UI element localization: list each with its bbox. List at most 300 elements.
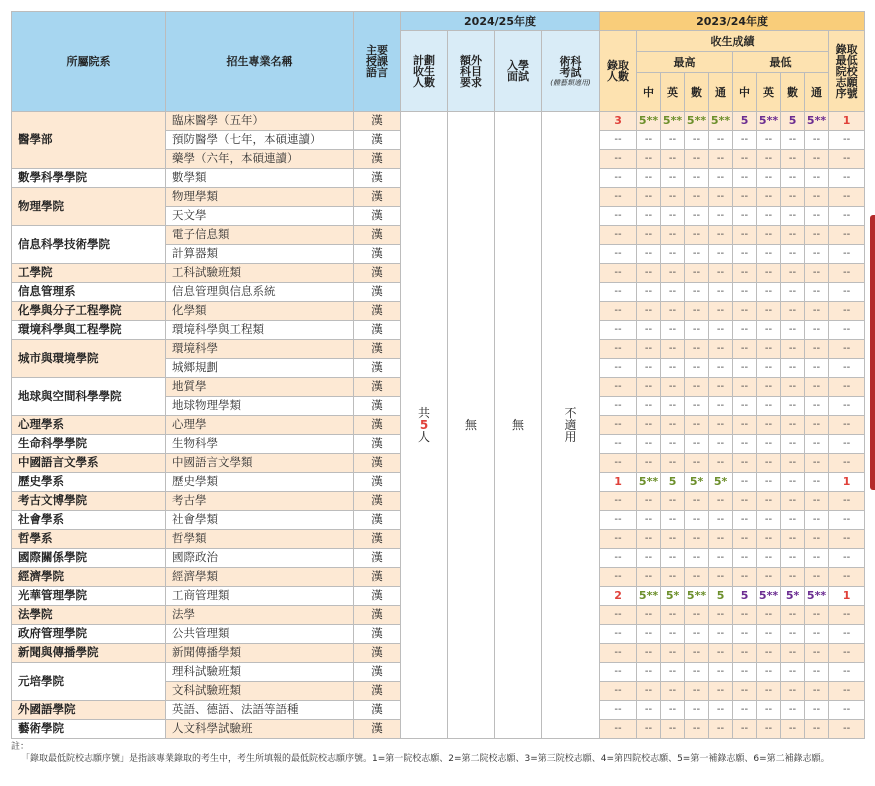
result-value: -- xyxy=(692,647,701,658)
result-value: -- xyxy=(614,286,622,297)
program-name: 數學類 xyxy=(166,169,354,188)
result-cell xyxy=(829,568,865,587)
result-cell xyxy=(685,321,709,340)
result-value: -- xyxy=(668,191,677,202)
result-cell xyxy=(661,492,685,511)
result-value: -- xyxy=(812,438,821,449)
result-cell xyxy=(661,549,685,568)
result-cell xyxy=(757,131,781,150)
header-program: 招生專業名稱 xyxy=(166,12,354,112)
result-value: -- xyxy=(644,609,653,620)
result-value: -- xyxy=(614,647,622,658)
faculty-name: 元培學院 xyxy=(12,663,166,701)
result-cell xyxy=(600,245,637,264)
result-value: -- xyxy=(614,666,622,677)
result-cell xyxy=(661,112,685,131)
result-cell xyxy=(661,587,685,606)
result-value: -- xyxy=(764,267,773,278)
result-value: -- xyxy=(788,419,797,430)
result-cell xyxy=(733,663,757,682)
result-cell xyxy=(781,530,805,549)
result-cell xyxy=(781,245,805,264)
result-cell xyxy=(661,150,685,169)
result-cell xyxy=(829,625,865,644)
result-value: -- xyxy=(812,723,821,734)
result-value: -- xyxy=(716,153,725,164)
result-cell xyxy=(661,568,685,587)
result-cell xyxy=(733,720,757,739)
result-value: -- xyxy=(692,400,701,411)
result-value: -- xyxy=(842,267,851,278)
language-cell: 漢 xyxy=(354,454,401,473)
result-value: -- xyxy=(668,628,677,639)
result-cell xyxy=(661,625,685,644)
header-interview: 入學 面試 xyxy=(495,31,542,112)
result-cell xyxy=(805,720,829,739)
program-name: 經濟學類 xyxy=(166,568,354,587)
result-value: -- xyxy=(764,685,773,696)
result-value: -- xyxy=(644,685,653,696)
result-cell xyxy=(733,511,757,530)
result-cell xyxy=(829,226,865,245)
result-value: -- xyxy=(644,343,653,354)
result-value: 5* xyxy=(689,475,704,488)
result-cell xyxy=(733,169,757,188)
result-value: -- xyxy=(716,514,725,525)
result-cell xyxy=(661,226,685,245)
result-cell xyxy=(661,606,685,625)
result-value: -- xyxy=(842,514,851,525)
result-cell xyxy=(637,321,661,340)
result-cell xyxy=(661,207,685,226)
result-value: -- xyxy=(614,248,622,259)
result-cell xyxy=(805,701,829,720)
language-cell: 漢 xyxy=(354,435,401,454)
result-value: -- xyxy=(668,172,677,183)
result-cell xyxy=(829,492,865,511)
result-cell xyxy=(709,682,733,701)
result-cell xyxy=(829,340,865,359)
result-value: -- xyxy=(716,457,725,468)
result-cell xyxy=(733,321,757,340)
result-value: -- xyxy=(692,134,701,145)
program-name: 工科試驗班類 xyxy=(166,264,354,283)
result-value: -- xyxy=(764,628,773,639)
result-cell xyxy=(781,492,805,511)
result-value: -- xyxy=(842,210,851,221)
result-value: -- xyxy=(788,628,797,639)
result-cell xyxy=(685,188,709,207)
result-value: -- xyxy=(644,419,653,430)
quota-prefix: 共 xyxy=(417,406,430,420)
result-cell xyxy=(757,606,781,625)
result-cell xyxy=(829,302,865,321)
result-value: -- xyxy=(614,324,622,335)
result-value: 5** xyxy=(806,114,827,127)
result-value: 5** xyxy=(758,114,779,127)
result-cell xyxy=(600,549,637,568)
header-subject: 英 xyxy=(757,73,781,112)
result-value: -- xyxy=(668,343,677,354)
result-value: -- xyxy=(614,229,622,240)
language-cell: 漢 xyxy=(354,492,401,511)
result-value: -- xyxy=(812,685,821,696)
result-value: 1 xyxy=(842,114,851,127)
result-value: -- xyxy=(812,343,821,354)
result-value: -- xyxy=(668,229,677,240)
program-name: 英語、德語、法語等語種 xyxy=(166,701,354,720)
language-cell: 漢 xyxy=(354,321,401,340)
result-cell xyxy=(637,378,661,397)
result-cell xyxy=(781,112,805,131)
language-cell: 漢 xyxy=(354,169,401,188)
result-cell xyxy=(733,131,757,150)
result-value: -- xyxy=(812,628,821,639)
result-value: -- xyxy=(644,134,653,145)
header-subject: 中 xyxy=(733,73,757,112)
result-cell xyxy=(757,644,781,663)
result-value: -- xyxy=(692,628,701,639)
result-value: -- xyxy=(842,343,851,354)
result-value: -- xyxy=(740,229,749,240)
result-value: -- xyxy=(740,514,749,525)
result-value: -- xyxy=(740,362,749,373)
result-value: -- xyxy=(788,229,797,240)
result-cell xyxy=(661,169,685,188)
result-value: -- xyxy=(764,723,773,734)
faculty-name: 信息科學技術學院 xyxy=(12,226,166,264)
result-cell xyxy=(600,435,637,454)
result-value: 5 xyxy=(668,475,677,488)
result-value: -- xyxy=(788,153,797,164)
result-value: -- xyxy=(716,172,725,183)
result-value: -- xyxy=(764,134,773,145)
result-value: -- xyxy=(716,628,725,639)
result-value: -- xyxy=(668,362,677,373)
result-value: -- xyxy=(614,438,622,449)
result-value: -- xyxy=(740,666,749,677)
result-cell xyxy=(685,454,709,473)
result-cell xyxy=(805,378,829,397)
result-value: -- xyxy=(812,514,821,525)
result-value: -- xyxy=(668,210,677,221)
result-cell xyxy=(757,359,781,378)
result-value: -- xyxy=(644,571,653,582)
result-cell xyxy=(733,473,757,492)
result-value: -- xyxy=(716,324,725,335)
result-cell xyxy=(805,207,829,226)
interview-merged-cell xyxy=(495,112,542,739)
result-value: -- xyxy=(740,628,749,639)
result-value: -- xyxy=(764,571,773,582)
result-cell xyxy=(733,226,757,245)
faculty-name: 外國語學院 xyxy=(12,701,166,720)
result-cell xyxy=(805,492,829,511)
result-value: -- xyxy=(812,552,821,563)
result-value: -- xyxy=(842,286,851,297)
result-value: -- xyxy=(812,172,821,183)
result-cell xyxy=(829,416,865,435)
result-cell xyxy=(637,606,661,625)
result-cell xyxy=(829,606,865,625)
result-value: -- xyxy=(740,571,749,582)
result-value: -- xyxy=(644,628,653,639)
result-value: -- xyxy=(788,609,797,620)
result-value: -- xyxy=(842,647,851,658)
result-value: 5* xyxy=(785,589,800,602)
result-value: -- xyxy=(644,400,653,411)
result-cell xyxy=(829,131,865,150)
result-cell xyxy=(733,682,757,701)
result-cell xyxy=(805,245,829,264)
result-value: -- xyxy=(764,438,773,449)
result-cell xyxy=(829,264,865,283)
result-value: -- xyxy=(614,419,622,430)
result-cell xyxy=(685,530,709,549)
result-cell xyxy=(781,188,805,207)
result-cell xyxy=(637,587,661,606)
program-name: 計算器類 xyxy=(166,245,354,264)
result-value: -- xyxy=(692,362,701,373)
result-cell xyxy=(829,701,865,720)
result-cell xyxy=(781,720,805,739)
result-cell xyxy=(733,264,757,283)
result-cell xyxy=(829,454,865,473)
result-value: -- xyxy=(842,571,851,582)
result-value: -- xyxy=(644,286,653,297)
result-value: 2 xyxy=(614,589,622,602)
result-cell xyxy=(733,530,757,549)
result-value: 1 xyxy=(842,475,851,488)
program-name: 中國語言文學類 xyxy=(166,454,354,473)
language-cell: 漢 xyxy=(354,568,401,587)
faculty-name: 法學院 xyxy=(12,606,166,625)
result-cell xyxy=(829,511,865,530)
result-cell xyxy=(757,245,781,264)
program-name: 電子信息類 xyxy=(166,226,354,245)
result-cell xyxy=(709,644,733,663)
result-cell xyxy=(600,606,637,625)
result-cell xyxy=(709,397,733,416)
result-cell xyxy=(805,321,829,340)
result-value: -- xyxy=(842,533,851,544)
result-cell xyxy=(805,359,829,378)
program-name: 文科試驗班類 xyxy=(166,682,354,701)
result-value: -- xyxy=(644,457,653,468)
result-value: -- xyxy=(842,400,851,411)
result-cell xyxy=(805,188,829,207)
result-cell xyxy=(781,359,805,378)
faculty-name: 化學與分子工程學院 xyxy=(12,302,166,321)
program-name: 信息管理與信息系統 xyxy=(166,283,354,302)
result-value: -- xyxy=(764,552,773,563)
program-name: 物理學類 xyxy=(166,188,354,207)
result-value: -- xyxy=(764,476,773,487)
result-cell xyxy=(709,473,733,492)
result-value: 5** xyxy=(710,114,731,127)
faculty-name: 新聞與傳播學院 xyxy=(12,644,166,663)
result-cell xyxy=(685,283,709,302)
result-cell xyxy=(757,150,781,169)
faculty-name: 工學院 xyxy=(12,264,166,283)
result-value: -- xyxy=(668,609,677,620)
result-cell xyxy=(600,359,637,378)
result-cell xyxy=(685,587,709,606)
result-cell xyxy=(733,492,757,511)
result-cell xyxy=(805,682,829,701)
result-value: -- xyxy=(788,134,797,145)
program-name: 公共管理類 xyxy=(166,625,354,644)
result-cell xyxy=(829,207,865,226)
result-value: -- xyxy=(614,533,622,544)
result-cell xyxy=(781,302,805,321)
result-value: -- xyxy=(614,267,622,278)
result-cell xyxy=(709,112,733,131)
result-cell xyxy=(661,454,685,473)
program-name: 新聞傳播學類 xyxy=(166,644,354,663)
result-cell xyxy=(661,720,685,739)
result-cell xyxy=(733,207,757,226)
result-cell xyxy=(733,644,757,663)
result-cell xyxy=(685,207,709,226)
result-cell xyxy=(733,587,757,606)
result-value: -- xyxy=(692,609,701,620)
result-value: -- xyxy=(668,248,677,259)
result-value: -- xyxy=(740,381,749,392)
program-name: 藥學（六年，本碩連讀） xyxy=(166,150,354,169)
result-cell xyxy=(637,568,661,587)
result-cell xyxy=(600,644,637,663)
result-cell xyxy=(757,226,781,245)
language-cell: 漢 xyxy=(354,150,401,169)
result-value: 5** xyxy=(662,114,683,127)
result-value: -- xyxy=(788,666,797,677)
result-cell xyxy=(805,169,829,188)
header-year-2425: 2024/25年度 xyxy=(401,12,600,31)
program-name: 理科試驗班類 xyxy=(166,663,354,682)
result-cell xyxy=(733,188,757,207)
faculty-name: 藝術學院 xyxy=(12,720,166,739)
result-cell xyxy=(600,397,637,416)
result-cell xyxy=(685,606,709,625)
language-cell: 漢 xyxy=(354,549,401,568)
result-cell xyxy=(661,530,685,549)
result-cell xyxy=(685,340,709,359)
result-value: -- xyxy=(644,495,653,506)
faculty-name: 社會學系 xyxy=(12,511,166,530)
result-value: -- xyxy=(788,400,797,411)
result-cell xyxy=(637,397,661,416)
result-value: -- xyxy=(668,381,677,392)
result-cell xyxy=(757,511,781,530)
result-value: -- xyxy=(740,495,749,506)
faculty-name: 生命科學學院 xyxy=(12,435,166,454)
result-cell xyxy=(661,321,685,340)
result-cell xyxy=(709,435,733,454)
result-cell xyxy=(685,150,709,169)
result-cell xyxy=(805,302,829,321)
result-value: -- xyxy=(716,286,725,297)
result-cell xyxy=(661,359,685,378)
result-cell xyxy=(685,264,709,283)
result-value: -- xyxy=(812,210,821,221)
result-value: -- xyxy=(692,324,701,335)
result-value: -- xyxy=(614,400,622,411)
result-cell xyxy=(637,283,661,302)
result-cell xyxy=(805,663,829,682)
result-value: -- xyxy=(788,191,797,202)
result-cell xyxy=(733,454,757,473)
result-cell xyxy=(600,283,637,302)
result-cell xyxy=(781,549,805,568)
result-cell xyxy=(661,131,685,150)
result-value: 5** xyxy=(686,589,707,602)
quota-number: 5 xyxy=(419,418,429,432)
result-value: -- xyxy=(692,286,701,297)
program-name: 法學 xyxy=(166,606,354,625)
result-value: -- xyxy=(614,210,622,221)
result-cell xyxy=(757,492,781,511)
result-cell xyxy=(781,321,805,340)
result-cell xyxy=(781,511,805,530)
result-value: -- xyxy=(692,552,701,563)
result-cell xyxy=(661,283,685,302)
result-cell xyxy=(661,188,685,207)
result-value: -- xyxy=(668,400,677,411)
result-cell xyxy=(685,663,709,682)
result-cell xyxy=(637,530,661,549)
result-cell xyxy=(805,283,829,302)
result-value: -- xyxy=(668,134,677,145)
result-cell xyxy=(661,644,685,663)
program-name: 考古學 xyxy=(166,492,354,511)
result-cell xyxy=(733,416,757,435)
result-value: -- xyxy=(614,457,622,468)
result-value: -- xyxy=(842,552,851,563)
result-cell xyxy=(757,587,781,606)
result-cell xyxy=(829,397,865,416)
result-cell xyxy=(685,226,709,245)
program-name: 人文科學試驗班 xyxy=(166,720,354,739)
result-cell xyxy=(685,511,709,530)
result-value: -- xyxy=(812,248,821,259)
footnote-label: 註： xyxy=(11,742,30,752)
result-value: -- xyxy=(812,457,821,468)
result-cell xyxy=(805,264,829,283)
result-value: -- xyxy=(716,191,725,202)
result-cell xyxy=(661,340,685,359)
header-highest: 最高 xyxy=(637,52,733,73)
result-cell xyxy=(733,435,757,454)
result-cell xyxy=(757,435,781,454)
result-value: -- xyxy=(716,229,725,240)
result-value: -- xyxy=(692,419,701,430)
result-cell xyxy=(781,226,805,245)
language-cell: 漢 xyxy=(354,245,401,264)
result-cell xyxy=(600,264,637,283)
result-value: -- xyxy=(788,248,797,259)
result-value: -- xyxy=(668,457,677,468)
result-value: -- xyxy=(692,229,701,240)
result-cell xyxy=(757,663,781,682)
result-cell xyxy=(781,378,805,397)
result-cell xyxy=(757,416,781,435)
result-value: -- xyxy=(716,362,725,373)
header-extra: 額外 科目 要求 xyxy=(448,31,495,112)
result-value: -- xyxy=(614,172,622,183)
result-value: -- xyxy=(614,495,622,506)
result-cell xyxy=(757,302,781,321)
